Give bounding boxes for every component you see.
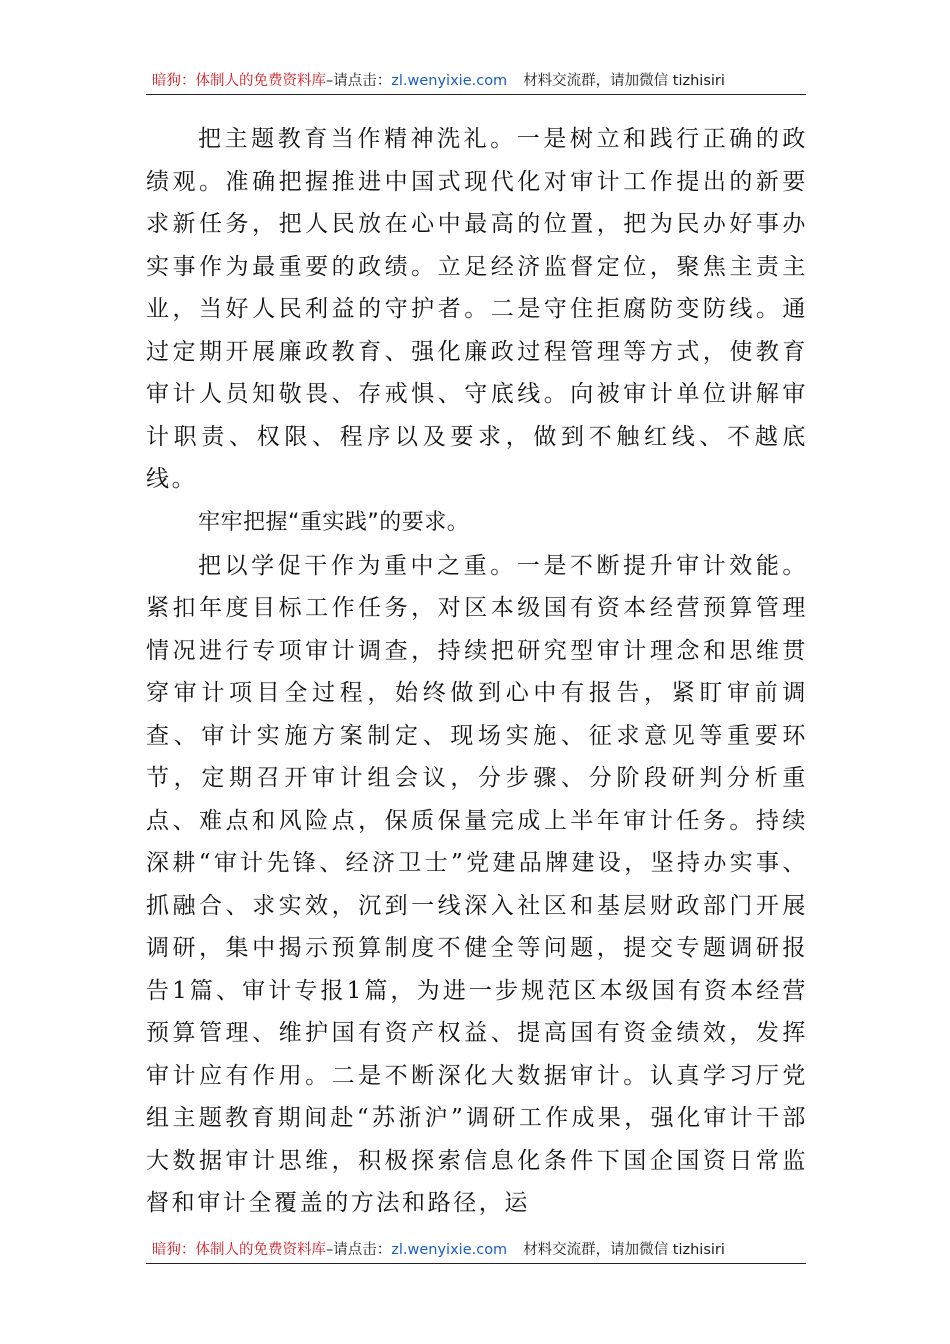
footer-contact-text: 材料交流群，请加微信 tizhisiri — [523, 1242, 725, 1258]
paragraph-1: 把主题教育当作精神洗礼。一是树立和践行正确的政绩观。准确把握推进中国式现代化对审计工作提出的新要求新任务，把人民放在心中最高的位置，把为民办好事办实事作为最重要的政绩。立足经济监督定位，聚焦主责主业，当好人民利益的守护者。二是守住拒腐防变防线。通过定期开展廉政教育、强化廉政过程管理等方式，使教育审计人员知敬畏、存戒惧、守底线。向被审计单位讲解审计职责、权限、程序以及要求，做到不触红线、不越底线。 — [146, 126, 808, 492]
document-body — [146, 118, 808, 1225]
header-prompt-text: –请点击： — [326, 73, 392, 89]
footer-link[interactable]: zl.wenyixie.com — [391, 1242, 508, 1258]
header-banner — [146, 68, 806, 95]
header-contact-text: 材料交流群，请加微信 tizhisiri — [523, 73, 725, 89]
header-link[interactable]: zl.wenyixie.com — [391, 73, 508, 89]
footer-banner — [146, 1237, 806, 1264]
footer-brand-text: 暗狗：体制人的免费资料库 — [152, 1242, 326, 1258]
footer-prompt-text: –请点击： — [326, 1242, 392, 1258]
section-heading: 牢牢把握“重实践”的要求。 — [198, 509, 470, 535]
header-brand-text: 暗狗：体制人的免费资料库 — [152, 73, 326, 89]
paragraph-2: 把以学促干作为重中之重。一是不断提升审计效能。紧扣年度目标工作任务，对区本级国有资本经营预算管理情况进行专项审计调查，持续把研究型审计理念和思维贯穿审计项目全过程，始终做到心中有报告，紧盯审前调查、审计实施方案制定、现场实施、征求意见等重要环节，定期召开审计组会议，分步骤、分阶段研判分析重点、难点和风险点，保质保量完成上半年审计任务。持续深耕“审计先锋、经济卫士”党建品牌建设，坚持办实事、抓融合、求实效，沉到一线深入社区和基层财政部门开展调研，集中揭示预算制度不健全等问题，提交专题调研报告1篇、审计专报1篇，为进一步规范区本级国有资本经营预算管理、维护国有资产权益、提高国有资金绩效，发挥审计应有作用。二是不断深化大数据审计。认真学习厅党组主题教育期间赴“苏浙沪”调研工作成果，强化审计干部大数据审计思维，积极探索信息化条件下国企国资日常监督和审计全覆盖的方法和路径，运 — [146, 552, 808, 1216]
